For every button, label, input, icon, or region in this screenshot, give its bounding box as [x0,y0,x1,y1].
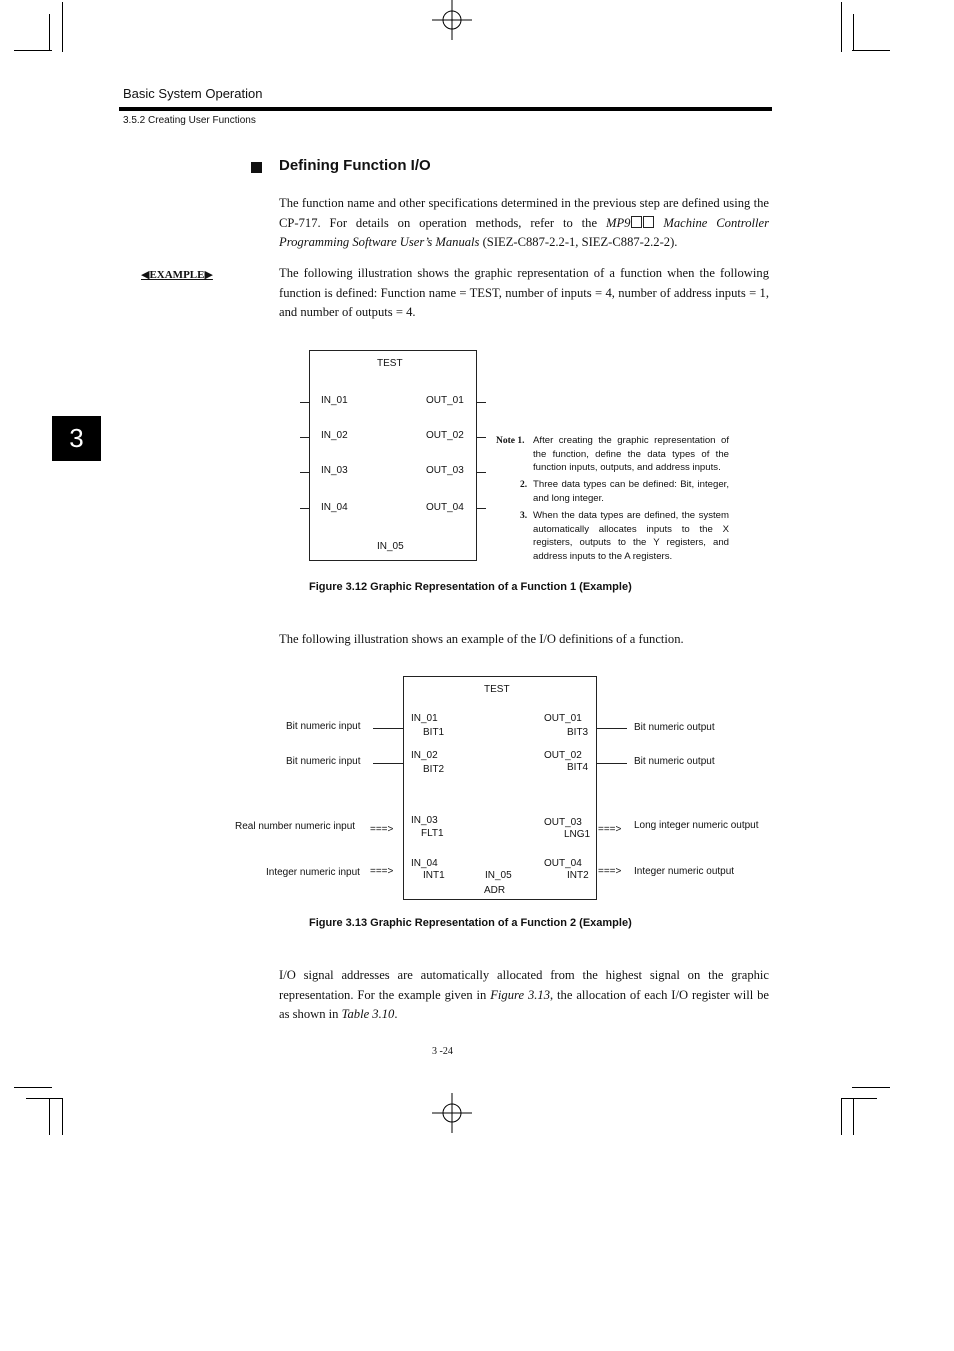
double-arrow-connector: ===> [370,866,394,877]
input-type: FLT1 [421,828,444,839]
double-arrow-connector: ===> [370,824,394,835]
manual-numbers: (SIEZ-C887-2.2-1, SIEZ-C887-2.2-2). [479,235,678,250]
note-label: 2. [520,480,528,490]
intro-paragraph [279,194,769,253]
function-name: TEST [377,358,403,369]
output-description: Integer numeric output [634,866,735,877]
placeholder-box-icon [631,216,642,228]
output-description: Long integer numeric output [634,820,759,831]
allocation-text: I/O signal addresses are automatically allocated from the highest signal on the graphic representation. For the example given in [279,968,769,1002]
intro-text: The function name and other specifications determined in the previous step are defined using the CP-717. For details on operation methods, refer to the [279,196,769,230]
header-rule [119,107,772,111]
section-title: Defining Function I/O [279,157,431,174]
note-label: Note 1. [496,436,525,446]
output-label: OUT_03 [426,465,464,476]
input-type: BIT1 [423,727,445,738]
input-label: IN_02 [411,750,438,761]
input-label: IN_04 [321,502,348,513]
input-type: BIT2 [423,764,445,775]
function-name: TEST [484,684,510,695]
example-label: ◀EXAMPLE▶ [141,269,213,281]
output-description: Bit numeric output [634,756,715,767]
table-reference: Table 3.10 [341,1007,395,1022]
input-description: Bit numeric input [286,721,361,732]
chapter-tab: 3 [52,416,101,461]
output-label: OUT_04 [426,502,464,513]
note-text: When the data types are defined, the system automatically allocates inputs to the X registers, outputs to the Y registers, and address inputs to the A registers. [533,510,729,562]
header-subsection: 3.5.2 Creating User Functions [123,115,256,126]
allocation-text: , the allocation of each I/O register will be as shown in [279,987,770,1022]
input-description: Real number numeric input [235,821,356,832]
address-input-label: IN_05 [377,541,404,552]
address-input-label: IN_05 [485,870,512,881]
double-arrow-connector: ===> [598,824,622,835]
address-input-type: ADR [484,885,506,896]
output-description: Bit numeric output [634,722,715,733]
figure-caption: Figure 3.12 Graphic Representation of a Function 1 (Example) [309,581,632,593]
note-text: Three data types can be defined: Bit, integer, and long integer. [533,479,729,504]
section-bullet-icon [251,162,262,173]
input-description: Integer numeric input [266,867,360,878]
output-label: OUT_01 [426,395,464,406]
allocation-paragraph [279,966,769,1025]
input-label: IN_03 [411,815,438,826]
output-type: LNG1 [564,829,591,840]
output-label: OUT_01 [544,713,582,724]
input-label: IN_04 [411,858,438,869]
output-type: INT2 [567,870,589,881]
header-title: Basic System Operation [123,86,263,101]
note-text: After creating the graphic representation of the function, define the data types of the function inputs, outputs, and address inputs. [533,435,729,474]
input-type: INT1 [423,870,445,881]
figure-caption: Figure 3.13 Graphic Representation of a Function 2 (Example) [309,917,632,929]
output-label: OUT_04 [544,858,582,869]
figure-reference: Figure 3.13 [490,987,550,1002]
allocation-text: . [394,1007,398,1022]
example-paragraph: The following illustration shows the graphic representation of a function when the following function is defined: Function name = TEST, number of inputs = 4, number of address inputs = 1, and number of outputs = 4. [279,266,769,320]
note-label: 3. [520,511,528,521]
placeholder-box-icon [643,216,654,228]
registration-mark-top [432,0,472,40]
manual-name-prefix: MP9 [605,215,631,230]
registration-mark-bottom [432,1093,472,1133]
input-description: Bit numeric input [286,756,361,767]
output-label: OUT_03 [544,817,582,828]
output-label: OUT_02 [544,750,582,761]
output-type: BIT3 [567,727,589,738]
output-type: BIT4 [567,762,589,773]
input-label: IN_01 [411,713,438,724]
function-block-1 [309,350,477,561]
double-arrow-connector: ===> [598,866,622,877]
output-label: OUT_02 [426,430,464,441]
page-number: 3 -24 [432,1046,453,1057]
input-label: IN_02 [321,430,348,441]
input-label: IN_03 [321,465,348,476]
input-label: IN_01 [321,395,348,406]
io-example-paragraph: The following illustration shows an example of the I/O definitions of a function. [279,632,684,646]
manual-title: Machine Controller Programming Software User’s Manuals [279,215,769,250]
